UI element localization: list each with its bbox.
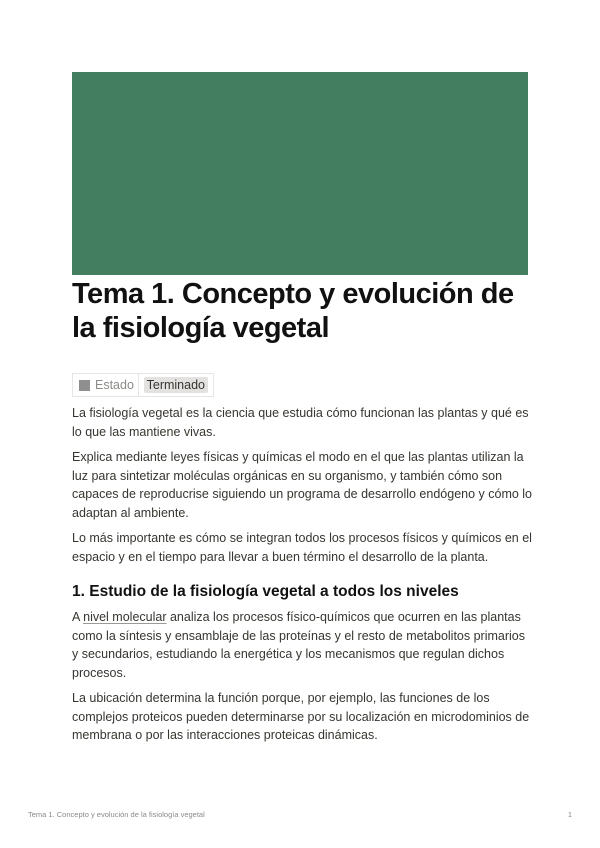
paragraph <box>72 608 532 682</box>
paragraph-text: A <box>72 610 84 624</box>
paragraph: La fisiología vegetal es la ciencia que estudia cómo funcionan las plantas y qué es lo que las mantiene vivas. <box>72 406 529 439</box>
paragraph-text: analiza los procesos físico-químicos que ocurren en las plantas como la síntesis y ensamblaje de las proteínas y el resto de metabolitos primarios y secundarios, estudiando la energética y los mecanismos que regulan dichos procesos. <box>72 610 525 680</box>
nivel-molecular-link[interactable]: nivel molecular <box>83 610 167 624</box>
property-label: Estado <box>95 378 134 392</box>
paragraph: Explica mediante leyes físicas y químicas el modo en el que las plantas utilizan la luz para sintetizar moléculas orgánicas en su organismo, y también cómo son capaces de reproducrise siguiendo un programa de desarrollo endógeno y cómo lo adaptan al ambiente. <box>72 450 533 520</box>
page-footer <box>28 810 572 819</box>
property-value <box>138 374 213 396</box>
status-badge: Terminado <box>144 377 208 393</box>
footer-title: Tema 1. Concepto y evolución de la fisiología vegetal <box>28 810 205 819</box>
section-heading: 1. Estudio de la fisiología vegetal a todos los niveles <box>72 583 459 600</box>
status-square-icon <box>79 380 90 391</box>
paragraph: La ubicación determina la función porque, por ejemplo, las funciones de los complejos proteicos pueden determinarse por su localización en microdominios de membrana o por las interacciones proteicas dinámicas. <box>72 691 530 742</box>
page-cover <box>72 72 528 275</box>
property-row-estado <box>72 373 214 397</box>
paragraph: Lo más importante es cómo se integran todos los procesos físicos y químicos en el espacio y en el tiempo para llevar a buen término el desarrollo de la planta. <box>72 531 532 564</box>
property-name <box>73 374 138 396</box>
page-title: Tema 1. Concepto y evolución de la fisiología vegetal <box>72 278 514 344</box>
page-content <box>72 404 532 752</box>
page-number: 1 <box>567 810 572 819</box>
